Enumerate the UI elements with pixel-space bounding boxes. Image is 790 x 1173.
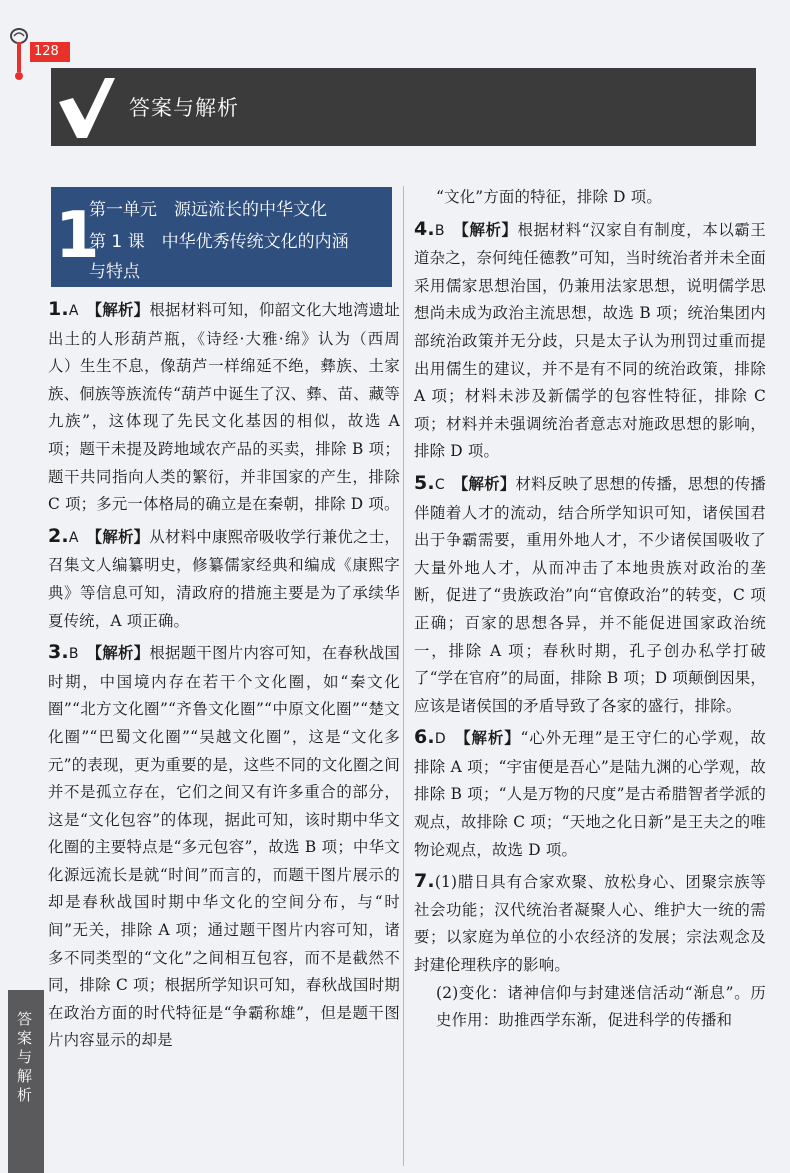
answer-text: 根据材料“汉家自有制度，本以霸王道杂之，奈何纯任德教”可知，当时统治者并未全面采用儒家思想治国，仍兼用法家思想，说明儒学思想尚未成为政治主流思想，故选 B 项；统治集团内部统治政策并无分歧，只是太子认为刑罚过重而提出用儒生的建议，并不是有不同的统治政策，排除 A 项；材料未涉及新儒学的包容性特征，排除 C 项；材料并未强调统治者意志对施政思想的影响，排除 D 项。 — [414, 220, 766, 461]
sidebar-label: 答案与解析 — [17, 1010, 33, 1104]
answer-item-5 — [414, 470, 766, 720]
analysis-tag: 【解析】 — [94, 644, 150, 663]
answer-text: 根据材料可知，仰韶文化大地湾遗址出土的人形葫芦瓶，《诗经·大雅·绵》认为（西周人）生生不息，像葫芦一样绵延不绝，彝族、土家族、侗族等族流传“葫芦中诞生了汉、彝、苗、藏等九族”，这体现了先民文化基因的相似，故选 A 项；题干未提及跨地域农产品的买卖，排除 B 项；题干共同指向人类的繁衍，并非国家的产生，排除 C 项；多元一体格局的确立是在秦朝，排除 D 项。 — [48, 301, 400, 514]
answer-item-4 — [414, 216, 766, 466]
analysis-tag: 【解析】 — [94, 301, 150, 319]
question-number: 7. — [414, 870, 435, 893]
analysis-tag: 【解析】 — [461, 220, 518, 239]
question-number: 5. — [414, 471, 435, 494]
answer-letter: A — [68, 303, 79, 319]
answer-letter: D — [434, 731, 446, 748]
clip-icon — [8, 26, 30, 84]
answer-item-3 — [48, 639, 400, 1055]
answer-letter: A — [68, 529, 79, 546]
answer-item-1 — [48, 296, 400, 519]
left-column — [48, 292, 400, 1055]
question-number: 4. — [414, 217, 435, 240]
column-divider — [403, 186, 404, 1166]
answer-item-2 — [48, 523, 400, 635]
answer-item-6 — [414, 724, 766, 864]
unit-heading — [51, 187, 392, 287]
answer-text: 材料反映了思想的传播，思想的传播伴随着人才的流动，结合所学知识可知，诸侯国君出于争霸需要，重用外地人才，不少诸侯国吸收了大量外地人才，从而冲击了本地贵族对政治的垄断，促进了“贵族政治”向“官僚政治”的转变，C 项正确；百家的思想各异，并不能促进国家政治统一，排除 A 项；春秋时期，孔子创办私学打破了“学在官府”的局面，排除 B 项；D 项颠倒因果，应该是诸侯国的矛盾导致了各家的盛行，排除。 — [414, 474, 767, 715]
question-number: 1. — [48, 298, 69, 320]
answer-letter: C — [434, 476, 445, 493]
answer-text: “心外无理”是王守仁的心学观，故排除 A 项；“宇宙便是吾心”是陆九渊的心学观，故排除 B 项；“人是万物的尺度”是古希腊智者学派的观点，故排除 C 项；“天地之化日新”是王夫之的唯物论观点，故选 D 项。 — [414, 729, 767, 859]
answer-item-7 — [414, 868, 766, 979]
answer-text: 从材料中康熙帝吸收学行兼优之士，召集文人编纂明史，修纂儒家经典和编成《康熙字典》等信息可知，清政府的措施主要是为了承续华夏传统，A 项正确。 — [48, 527, 400, 630]
unit-title: 第一单元 源远流长的中华文化 — [89, 200, 327, 220]
question-number: 6. — [414, 726, 435, 749]
analysis-tag: 【解析】 — [94, 527, 150, 546]
header-banner — [51, 68, 756, 146]
question-number: 2. — [48, 524, 69, 547]
answer-letter: B — [434, 222, 445, 239]
analysis-tag: 【解析】 — [460, 474, 516, 493]
answer-text: 根据题干图片内容可知，在春秋战国时期，中国境内存在若干个文化圈，如“秦文化圈”“北方文化圈”“齐鲁文化圈”“中原文化圈”“楚文化圈”“巴蜀文化圈”“吴越文化圈”，这是“文化多元”的表现，更为重要的是，这些不同的文化圈之间并不是孤立存在，它们之间又有许多重合的部分，这是“文化包容”的体现，据此可知，该时期中华文化圈的主要特点是“多元包容”，故选 B 项；中华文化源远流长是就“时间”而言的，而题干图片展示的却是春秋战国时期中华文化的空间分布，与“时间”无关，排除 A 项；通过题干图片内容可知，诸多不同类型的“文化”之间相互包容，而不是截然不同，排除 C 项；根据所学知识可知，春秋战国时期在政治方面的时代特征是“争霸称雄”，但是题干图片内容显示的却是 — [48, 644, 401, 1050]
analysis-tag: 【解析】 — [462, 729, 521, 748]
answer-letter: B — [68, 646, 79, 663]
answer-text: (1)腊日具有合家欢聚、放松身心、团聚宗族等社会功能；汉代统治者凝聚人心、维护大一统的需要；以家庭为单位的小农经济的发展；宗法观念及封建伦理秩序的影响。 — [414, 873, 766, 975]
answer-item-7-part2: (2)变化：诸神信仰与封建迷信活动“渐息”。历史作用：助推西学东渐，促进科学的传播和 — [436, 983, 766, 1030]
lesson-title-cont: 与特点 — [89, 262, 140, 282]
lesson-title: 第 1 课 中华优秀传统文化的内涵 — [89, 232, 349, 252]
section-sidebar-tab — [8, 990, 44, 1173]
checkmark-icon — [57, 76, 117, 140]
question-number: 3. — [48, 641, 69, 664]
answer-item-3-cont: “文化”方面的特征，排除 D 项。 — [436, 188, 662, 206]
header-title: 答案与解析 — [129, 96, 239, 120]
page-number: 128 — [30, 42, 70, 62]
right-column — [414, 184, 766, 1035]
unit-number: 1 — [55, 199, 100, 273]
